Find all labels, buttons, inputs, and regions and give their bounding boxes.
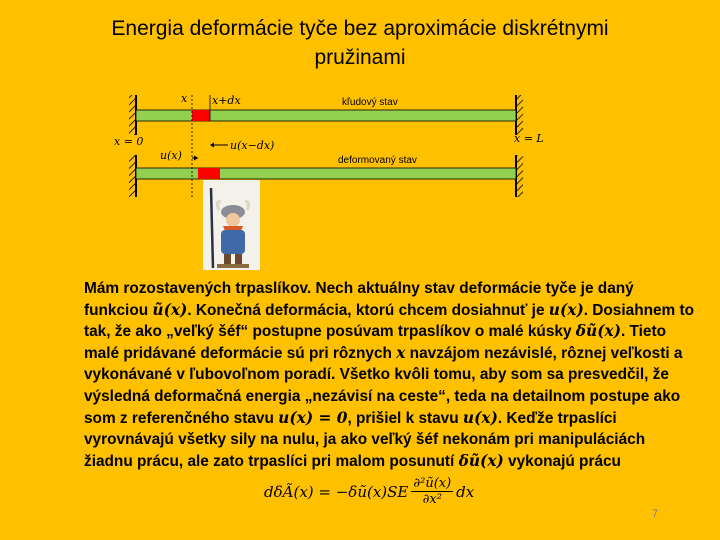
- equation-tail: dx: [456, 482, 475, 501]
- deformed-element: [198, 168, 220, 179]
- paragraph-text: Mám rozostavených trpaslíkov. Nech aktuálny stav deformácie tyče je daný funkciou: [84, 280, 634, 319]
- equation-fraction: [411, 476, 453, 507]
- page-number: 7: [652, 508, 659, 520]
- label-rest-state: kľudový stav: [342, 97, 398, 108]
- equation-lhs: dδÃ(x) = −δũ(x)SE: [264, 482, 409, 501]
- work-equation: [264, 476, 474, 507]
- paragraph-text: , prišiel k stavu: [347, 409, 463, 427]
- paragraph-text: . Tieto malé pridávané deformácie sú pri rôznych: [84, 323, 667, 362]
- title-line-1: Energia deformácie tyče bez aproximácie diskrétnymi: [111, 17, 609, 40]
- math-u: u(x): [548, 300, 584, 319]
- label-x-L: x = L: [514, 132, 544, 145]
- label-x-zero: x = 0: [114, 135, 144, 148]
- label-deformed-state: deformovaný stav: [338, 155, 417, 166]
- math-u: u(x): [462, 408, 498, 427]
- label-u-x-dx: u(x−dx): [230, 139, 275, 152]
- title-line-2: pružinami: [314, 46, 406, 69]
- paragraph-text: navzájom nezávislé, rôznej veľkosti a vykonávané v ľubovoľnom poradí. Všetko kvôli tomu, aby som sa presvedčil, že výsledná deformačná energia „nezávisí na ceste“, teda na detailnom postupe ako som z referenčného stavu: [84, 344, 683, 427]
- math-u-tilde: ũ(x): [152, 300, 188, 319]
- right-wall-top: [516, 95, 523, 135]
- right-wall-bottom: [516, 155, 523, 197]
- math-delta-u-tilde: δũ(x): [458, 451, 504, 470]
- math-delta-u-tilde: δũ(x): [575, 322, 621, 341]
- rest-element: [192, 110, 210, 121]
- math-x: x: [396, 343, 406, 362]
- body-paragraph: [84, 278, 696, 472]
- label-x: x: [181, 92, 188, 105]
- dwarf-image: [203, 180, 260, 270]
- paragraph-text: . Dosiahnem to tak, že ako „veľký šéf“ postupne posúvam trpaslíkov o malé kúsky: [84, 301, 695, 341]
- equation-numerator: ∂²ũ(x): [413, 476, 452, 491]
- math-u-zero: u(x) = 0: [278, 408, 348, 427]
- equation-denominator: ∂x²: [422, 492, 442, 507]
- label-x-dx: x+dx: [212, 94, 241, 107]
- left-wall-top: [129, 95, 136, 135]
- left-wall-bottom: [129, 155, 136, 197]
- label-u-x: u(x): [160, 149, 182, 162]
- paragraph-text: . Keďže trpaslíci vyrovnávajú všetky sily na nulu, ja ako veľký šéf nekonám pri manipuláciách žiadnu prácu, ale zato trpaslíci pri malom posunutí: [84, 409, 646, 470]
- deformed-bar: [136, 168, 516, 179]
- paragraph-text: vykonajú prácu: [503, 452, 621, 470]
- paragraph-text: . Konečná deformácia, ktorú chcem dosiahnuť je: [187, 301, 549, 319]
